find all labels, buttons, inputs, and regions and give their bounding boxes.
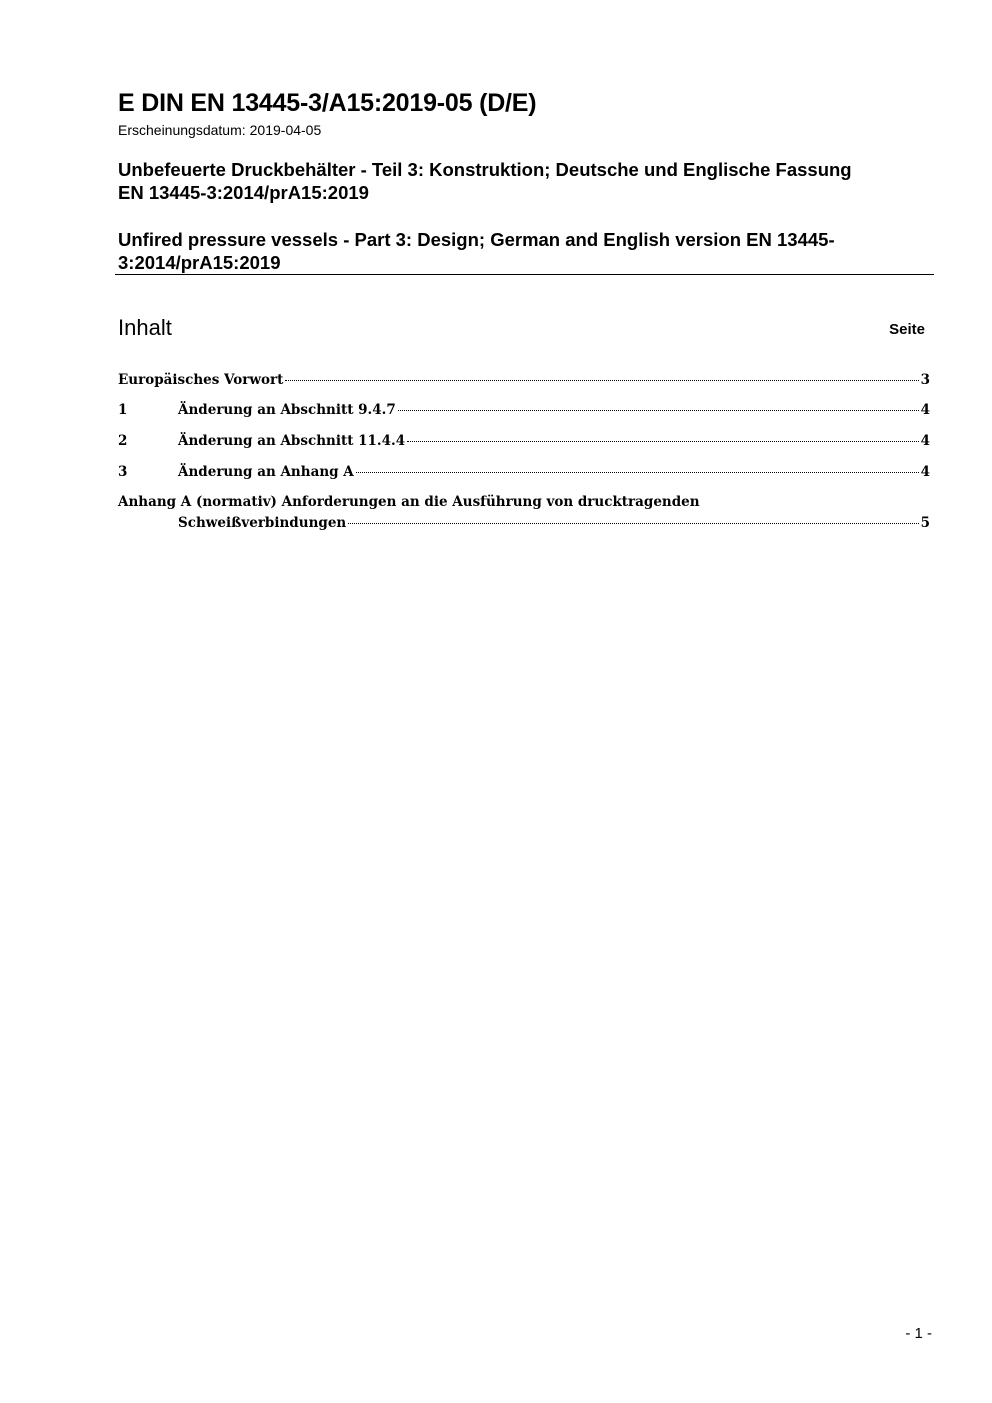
- toc-entry-text: Europäisches Vorwort: [118, 372, 284, 388]
- publication-date-label: Erscheinungsdatum:: [118, 122, 246, 138]
- toc-entry-page: 4: [920, 402, 930, 418]
- toc-entry-text: Änderung an Anhang A: [178, 464, 354, 480]
- title-english: [118, 228, 928, 274]
- title-german: [118, 158, 928, 204]
- toc-entry-page: 4: [920, 433, 930, 449]
- toc-entry-continuation: [178, 515, 930, 531]
- title-english-line2: 3:2014/prA15:2019: [118, 252, 281, 273]
- toc-entry-text: Änderung an Abschnitt 9.4.7: [178, 402, 396, 418]
- title-english-line1: Unfired pressure vessels - Part 3: Design; German and English version EN 13445-: [118, 229, 835, 250]
- title-german-line1: Unbefeuerte Druckbehälter - Teil 3: Konstruktion; Deutsche und Englische Fassung: [118, 159, 852, 180]
- toc-dot-leader: [285, 380, 918, 381]
- toc-entry-text-line2: Schweißverbindungen: [178, 515, 347, 531]
- toc-entry-number: 3: [118, 464, 128, 480]
- title-german-line2: EN 13445-3:2014/prA15:2019: [118, 182, 369, 203]
- toc-entry-foreword[interactable]: [118, 372, 930, 388]
- toc-dot-leader: [407, 441, 918, 442]
- header-divider: [115, 274, 934, 275]
- publication-date: [118, 122, 321, 138]
- toc-entry-page: 5: [920, 515, 930, 531]
- toc-entry-text: Änderung an Abschnitt 11.4.4: [178, 433, 406, 449]
- toc-dot-leader: [348, 523, 918, 524]
- toc-entry-text-line1: Anhang A (normativ) Anforderungen an die Ausführung von drucktragenden: [118, 494, 700, 510]
- document-id: E DIN EN 13445-3/A15:2019-05 (D/E): [118, 89, 537, 117]
- page-number: - 1 -: [905, 1325, 932, 1342]
- toc-dot-leader: [398, 410, 919, 411]
- toc-heading: Inhalt: [118, 315, 172, 340]
- toc-page-label: Seite: [889, 321, 925, 338]
- toc-entry-3[interactable]: [118, 464, 930, 480]
- toc-entry-1[interactable]: [118, 402, 930, 418]
- toc-entry-2[interactable]: [118, 433, 930, 449]
- toc-entry-page: 4: [920, 464, 930, 480]
- toc-entry-number: 2: [118, 433, 128, 449]
- toc-dot-leader: [356, 472, 919, 473]
- toc-entry-page: 3: [920, 372, 930, 388]
- toc-entry-number: 1: [118, 402, 128, 418]
- publication-date-value: 2019-04-05: [249, 122, 322, 138]
